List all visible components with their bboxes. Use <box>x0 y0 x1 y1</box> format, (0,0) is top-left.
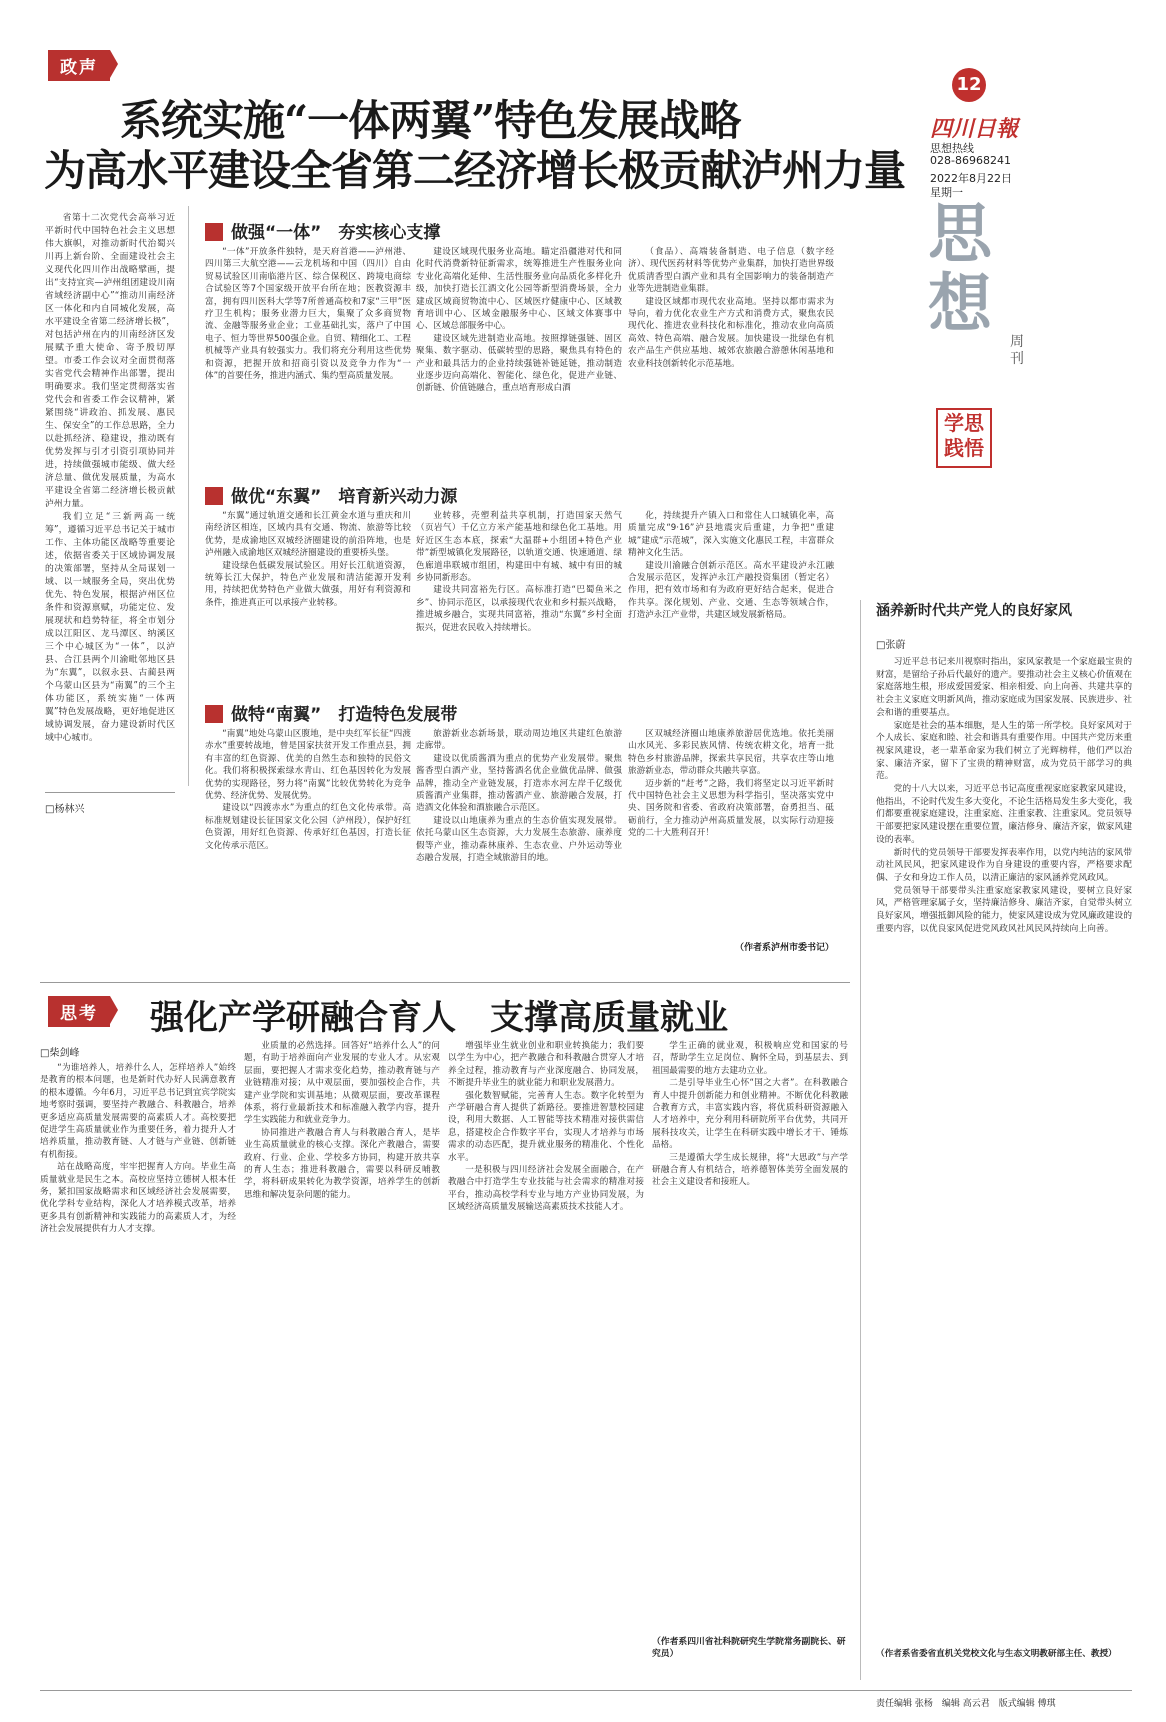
paper-logo: 四川日報 <box>930 116 1019 142</box>
a2-col2 <box>244 1040 440 1662</box>
intro-paragraph-1: 省第十二次党代会高举习近平新时代中国特色社会主义思想伟大旗帜，对推动新时代治蜀兴川再上新台阶、全面建设社会主义现代化四川作出战略擘画，提出“支持宜宾—泸州组团建设川南省域经济副中心”“推动川南经济区一体化和内自同城化发展，高水平建设全省第二经济增长极”，对包括泸州在内的川南经济区发展赋予重大使命、寄予殷切厚望。市委工作会议对全面贯彻落实省党代会精神作出部署，提出明确要求。我们坚定贯彻落实省党代会和省委工作会议精神，紧紧围绕“讲政治、抓发展、惠民生、保安全”的工作总思路，全力以赴抓经济、稳建设，推动既有优势发挥与引才引资引项协同并进，持续做强城市能级、做大经济总量、做优发展质量，为高水平建设全省第二经济增长极贡献泸州力量。 <box>45 213 175 509</box>
article3-text-para-2: 家庭是社会的基本细胞，是人生的第一所学校。良好家风对于个人成长、家庭和睦、社会和谐具有重要作用。中国共产党历来重视家风建设，老一辈革命家为我们树立了光辉榜样，他们严以治家、廉洁齐家，留下了宝贵的精神财富，成为党员干部学习的典范。 <box>876 720 1132 782</box>
a2-col3 <box>448 1040 644 1662</box>
section-heading-3 <box>205 700 457 725</box>
a2-col3-text-para-3: 一是积极与四川经济社会发展全面融合，在产教融合中打造学生专业技能与社会需求的精准对接平台，推动高校学科专业与地方产业协同发展，为区域经济高质量发展输送高素质技术技能人才。 <box>448 1165 644 1213</box>
a2-col1-text-para-1: “为谁培养人，培养什么人，怎样培养人”始终是教育的根本问题，也是新时代办好人民满意教育的根本遵循。今年6月，习近平总书记到宜宾学院实地考察时强调，要坚持产教融合、科教融合，培养更多适应高质量发展需要的高素质人才。高校要把促进学生高质量就业作为重要任务，着力提升人才培养质量，推动教育链、人才链与产业链、创新链有机衔接。 <box>40 1063 236 1160</box>
s1-col1 <box>205 246 411 472</box>
heading-bar <box>205 223 223 241</box>
s3-col1-text-para-2: 建设以“四渡赤水”为重点的红色文化传承带。高标准规划建设长征国家文化公园（泸州段），保护好红色资源，用好红色资源、传承好红色基因，打造长征文化传承示范区。 <box>205 803 411 851</box>
section-tag-sikao: 思考 <box>48 996 110 1027</box>
s2-col3-text-para-2: 建设川渝融合创新示范区。高水平建设泸永江融合发展示范区，发挥泸永江产融投资集团（暂定名）作用，把有效市场和有为政府更好结合起来，促进合作共享。深化规划、产业、交通、生态等领域合作，打造泸永江产业带，共建区域发展新格局。 <box>628 560 834 621</box>
s3-col1-text-para-1: “南翼”地处乌蒙山区腹地，是中央红军长征“四渡赤水”重要转战地，曾是国家扶贫开发工作重点县，拥有丰富的红色资源、优美的自然生态和独特的民俗文化。我们将积极探索绿水青山、红色基因转化为发展优势的实现路径，努力将“南翼”比较优势转化为竞争优势、经济优势、发展优势。 <box>205 729 411 802</box>
headline-line2: 为高水平建设全省第二经济增长极贡献泸州力量 <box>44 146 906 195</box>
a2-col3-text-para-1: 增强毕业生就业创业和职业转换能力；我们要以学生为中心，把产教融合和科教融合贯穿人才培养全过程，推动教育与产业深度融合、协同发展，不断提升毕业生的就业能力和职业发展潜力。 <box>448 1041 644 1089</box>
horizontal-divider <box>40 982 850 983</box>
a2-col2-text-para-1: 业质量的必然选择。回答好“培养什么人”的问题，有助于培养面向产业发展的专业人才。从宏观层面，要把握人才需求变化趋势，推动教育链与产业链精准对接；从中观层面，要加强校企合作，共建产业学院和实训基地；从微观层面，要改革课程体系，将行业最新技术和标准融入教学内容，提升学生实践能力和就业竞争力。 <box>244 1041 440 1126</box>
s1-col2-text-para-2: 建设区域先进制造业高地。按照撑链强链、固区聚集、数字驱动、低碳转型的思路，聚焦具有特色的产业和最具活力的企业持续强链补链延链，推动制造业逐步迈向高端化、智能化、绿色化，促进产业链、创新链、价值链融合，重点培育形成白酒 <box>416 333 622 394</box>
a2-col4-text-para-2: 二是引导毕业生心怀“国之大者”。在科教融合育人中提升创新能力和创业精神。不断优化科教融合教育方式，丰富实践内容，将优质科研资源融入人才培养中，充分利用科研院所平台优势，共同开展科技攻关，让学生在科研实践中增长才干、锤炼品格。 <box>652 1078 848 1151</box>
divider <box>45 792 175 793</box>
section-tag-zhengsheng: 政声 <box>48 50 110 81</box>
s3-col1 <box>205 728 411 958</box>
s3-col3 <box>628 728 834 936</box>
s1-col2-text-para-1: 建设区域现代服务业高地。瞄定沿疆港对代和同化时代消费新特征新需求，统筹推进生产性服务业向专业化高端化延伸、生活性服务业向品质化多样化升级，加快打造长江酒文化公园等新型消费场景，全力建成区域商贸物流中心、区域医疗健康中心、区域教育培训中心、区域金融服务中心、区域文体赛事中心、区域总部服务中心。 <box>416 247 622 332</box>
s3-col3-text-para-1: 区双城经济圈山地康养旅游居优选地。依托美丽山水风光、多彩民族风情、传统农耕文化，培育一批特色乡村旅游品牌，探索共享民宿，共享农庄等山地旅游新业态，带动群众共融共享富。 <box>628 729 834 777</box>
column-divider <box>188 206 189 786</box>
a2-col1 <box>40 1062 236 1662</box>
footer-editors: 责任编辑 张杨 编辑 高云君 版式编辑 傅琪 <box>876 1699 1056 1709</box>
article1-author: □ 杨林兴 <box>45 800 84 815</box>
article3-signature: （作者系省委省直机关党校文化与生态文明教研部主任、教授） <box>876 1649 1117 1659</box>
section-heading-2 <box>205 482 457 507</box>
a2-col3-text-para-2: 强化数智赋能，完善育人生态。数字化转型为产学研融合育人提供了新路径。要推进智慧校园建设，利用大数据、人工智能等技术精准对接供需信息，搭建校企合作数字平台，实现人才培养与市场需求的动态匹配，提升就业服务的精准化、个性化水平。 <box>448 1090 644 1163</box>
s3-col2 <box>416 728 622 958</box>
s1-col1-text: “一体”开放条件独特，是天府首港——泸州港、四川第三大航空港——云龙机场和中国（四川）自由贸易试验区川南临港片区、综合保税区、跨境电商综合试验区等7个国家级开放平台所在地；医教资源丰富，拥有四川医科大学等7所普通高校和7家“三甲”医疗卫生机构；服务业潜力巨大，集聚了众多商贸物流、金融等服务业企业；工业基础扎实，落户了中国电子、恒力等世界500强企业。自贸、精细化工、工程机械等产业具有较强实力。我们将充分利用这些优势和资源，把握开放和招商引资以及竞争力作为“一体”的首要任务，推进内涵式、集约型高质量发展。 <box>205 247 411 382</box>
s2-col2-text-para-2: 建设共同富裕先行区。高标准打造“巴蜀鱼米之乡”、协同示范区，以承接现代农业和乡村振兴战略，推进城乡融合，实现共同富裕，推动“东翼”乡村全面振兴，促进农民收入持续增长。 <box>416 585 622 633</box>
s1-col3-text-para-1: （食品）、高端装备制造、电子信息（数字经济）、现代医药材料等优势产业集群，加快打造世界级优质清香型白酒产业和具有全国影响力的装备制造产业等先进制造业集群。 <box>628 247 834 295</box>
s2-col2 <box>416 510 622 690</box>
page-number-badge: 12 <box>952 68 986 102</box>
article3-body <box>876 656 1132 1646</box>
article1-intro <box>45 212 175 743</box>
section-heading-1 <box>205 218 440 243</box>
hotline-label: 思想热线 <box>930 142 974 155</box>
section-subtitle-zhoukan: 周刊 <box>1010 334 1024 367</box>
s3-col2-text-para-3: 建设以山地康养为重点的生态价值实现发展带。依托乌蒙山区生态资源，大力发展生态旅游、康养度假等产业，推动森林康养、生态农业、户外运动等业态融合发展，打造全域旅游目的地。 <box>416 815 622 864</box>
section-heading-2-text: 做优“东翼” 培育新兴动力源 <box>231 487 458 507</box>
heading-bar <box>205 487 223 505</box>
s1-col3-text-para-2: 建设区域都市现代农业高地。坚持以都市需求为导向，着力优化农业生产方式和消费方式，聚焦农民现代化、推进农业科技化和标准化，推动农业向高质高效、特色高端、融合发展。加快建设一批绿色有机农产品生产供应基地、城郊农旅融合游憩休闲基地和农业科技创新转化示范基地。 <box>628 296 834 369</box>
seal-xuesi-jianwu: 学思践悟 <box>936 408 992 468</box>
article3-text-para-1: 习近平总书记来川视察时指出，家风家教是一个家庭最宝贵的财富，是留给子孙后代最好的遗产。要推动社会主义核心价值观在家庭落地生根，形成爱国爱家、相亲相爱、向上向善、共建共享的社会主义家庭文明新风尚，推动家庭成为国家发展、民族进步、社会和谐的重要基点。 <box>876 657 1132 718</box>
article3-text-para-5: 党员领导干部要带头注重家庭家教家风建设，要树立良好家风，严格管理家属子女，坚持廉洁修身、廉洁齐家，自觉带头树立良好家风，增强抵御风险的能力，使家风建设成为党风廉政建设的重要内容，以优良家风促进党风政风社风民风持续向上向善。 <box>876 885 1132 934</box>
s1-col2 <box>416 246 622 472</box>
article2-signature: （作者系四川省社科院研究生学院常务副院长、研究员） <box>652 1637 846 1659</box>
s2-col3 <box>628 510 834 690</box>
sidebar-divider <box>860 600 861 1680</box>
article3-author: □ 张蔚 <box>876 636 905 651</box>
article1-signature: （作者系泸州市委书记） <box>734 943 834 953</box>
s1-col3 <box>628 246 834 472</box>
section-heading-3-text: 做特“南翼” 打造特色发展带 <box>231 705 458 725</box>
article2-author: □ 柴剑峰 <box>40 1044 79 1059</box>
issue-date: 2022年8月22日 <box>930 172 1012 185</box>
a2-col4 <box>652 1040 848 1630</box>
hotline-number: 028-86968241 <box>930 154 1011 167</box>
s2-col1-text-para-2: 建设绿色低碳发展试验区。用好长江航道资源，统筹长江大保护，特色产业发展和清洁能源开发利用，持续把优势特色产业做大做强，用好有利资源和条件，推进真正可以承接产业转移。 <box>205 560 411 608</box>
a2-col4-text-para-1: 学生正确的就业观，积极响应党和国家的号召，帮助学生立足岗位、胸怀全局，到基层去、到祖国最需要的地方去建功立业。 <box>652 1041 848 1076</box>
s3-col2-text-para-2: 建设以优质酱酒为重点的优势产业发展带。聚焦酱香型白酒产业，坚持酱酒名优企业做优品牌、做强品牌，推动全产业链发展，打造赤水河左岸千亿级优质酱酒产业集群，推动酱酒产业、旅游融合发展，打造酒文化体验和酒旅融合示范区。 <box>416 753 622 814</box>
a2-col4-text-para-3: 三是遵循大学生成长规律，将“大思政”与产学研融合育人有机结合，培养德智体美劳全面发展的社会主义建设者和接班人。 <box>652 1152 848 1188</box>
s2-col1 <box>205 510 411 690</box>
section-title-sixiang: 思想 <box>928 197 992 342</box>
article3-title: 涵养新时代共产党人的良好家风 <box>876 603 1072 619</box>
s2-col1-text-para-1: “东翼”通过轨道交通和长江黄金水道与重庆和川南经济区相连，区域内具有交通、物流、旅游等比较优势，是成渝地区双城经济圈建设的前沿阵地，也是泸州融入成渝地区双城经济圈建设的重要桥头堡。 <box>205 511 411 559</box>
issue-weekday: 星期一 <box>930 186 963 199</box>
section-heading-1-text: 做强“一体” 夯实核心支撑 <box>231 223 441 243</box>
a2-col2-text-para-2: 协同推进产教融合育人与科教融合育人，是毕业生高质量就业的核心支撑。深化产教融合，需要政府、行业、企业、学校多方协同，构建开放共享的育人生态；推进科教融合，需要以科研反哺教学，将科研成果转化为教学资源，培养学生的创新思维和解决复杂问题的能力。 <box>244 1127 440 1200</box>
footer-rule <box>40 1690 1132 1691</box>
s2-col3-text-para-1: 化，持续提升产镇入口和常住人口城镇化率，高质量完成“9·16”泸县地震灾后重建，力争把“重建城”建成“示范城”，深入实施文化惠民工程，丰富群众精神文化生活。 <box>628 511 834 559</box>
s3-col2-text-para-1: 旅游新业态新场景，联动周边地区共建红色旅游走廊带。 <box>416 729 622 752</box>
intro-paragraph-2: 我们立足“三新两高一统筹”，遵循习近平总书记关于城市工作、主体功能区战略等重要论述，依据省委关于区域协调发展的决策部署，坚持从全局谋划一域、以一域服务全局，突出优势优先、特色发展，根据泸州区位条件和资源禀赋，功能定位、发展现状和趋势特征，将全市划分成以江阳区、龙马潭区、纳溪区三个中心城区为“一体”，以泸县、合江县两个川渝毗邻地区县为“东翼”，以叙永县、古蔺县两个乌蒙山区县为“南翼”的三个主体功能区，系统实施“一体两翼”特色发展战略，更好地促进区域协调发展，奋力建设新时代区域中心城市。 <box>45 512 175 743</box>
s3-col3-text-para-2: 迈步新的“赶考”之路，我们将坚定以习近平新时代中国特色社会主义思想为科学指引，坚决落实党中央、国务院和省委、省政府决策部署，奋勇担当、砥砺前行，全力推动泸州高质量发展，以实际行动迎接党的二十大胜利召开！ <box>628 778 834 839</box>
s2-col2-text-para-1: 业转移，壳塑利益共享机制，打造国家天然气（页岩气）千亿立方米产能基地和绿色化工基地。用好近区生态本底，探索“大温群+小组团+特色产业带”新型城镇化发展路径，以轨道交通、快速通道、绿色廊道串联城市组团，构建田中有城、城中有田的城乡协同新形态。 <box>416 511 622 584</box>
headline-line1: 系统实施“一体两翼”特色发展战略 <box>120 96 741 145</box>
a2-col1-text-para-2: 站在战略高度，牢牢把握育人方向。毕业生高质量就业是民生之本。高校应坚持立德树人根本任务，紧扣国家战略需求和区域经济社会发展需要，优化学科专业结构，深化人才培养模式改革，培养更多具有创新精神和实践能力的高素质人才，为经济社会发展提供有力人才支撑。 <box>40 1162 236 1235</box>
article2-title: 强化产学研融合育人 支撑高质量就业 <box>150 998 728 1038</box>
heading-bar <box>205 705 223 723</box>
article3-text-para-3: 党的十八大以来，习近平总书记高度重视家庭家教家风建设，他指出，不论时代发生多大变化，不论生活格局发生多大变化，我们都要重视家庭建设，注重家庭、注重家教、注重家风。党员领导干部要把家风建设摆在重要位置，廉洁修身、廉洁齐家，做家风建设的表率。 <box>876 784 1132 845</box>
article3-text-para-4: 新时代的党员领导干部要发挥表率作用，以党内纯洁的家风带动社风民风，把家风建设作为自身建设的重要内容，严格要求配偶、子女和身边工作人员，以清正廉洁的家风涵养党风政风。 <box>876 847 1132 883</box>
